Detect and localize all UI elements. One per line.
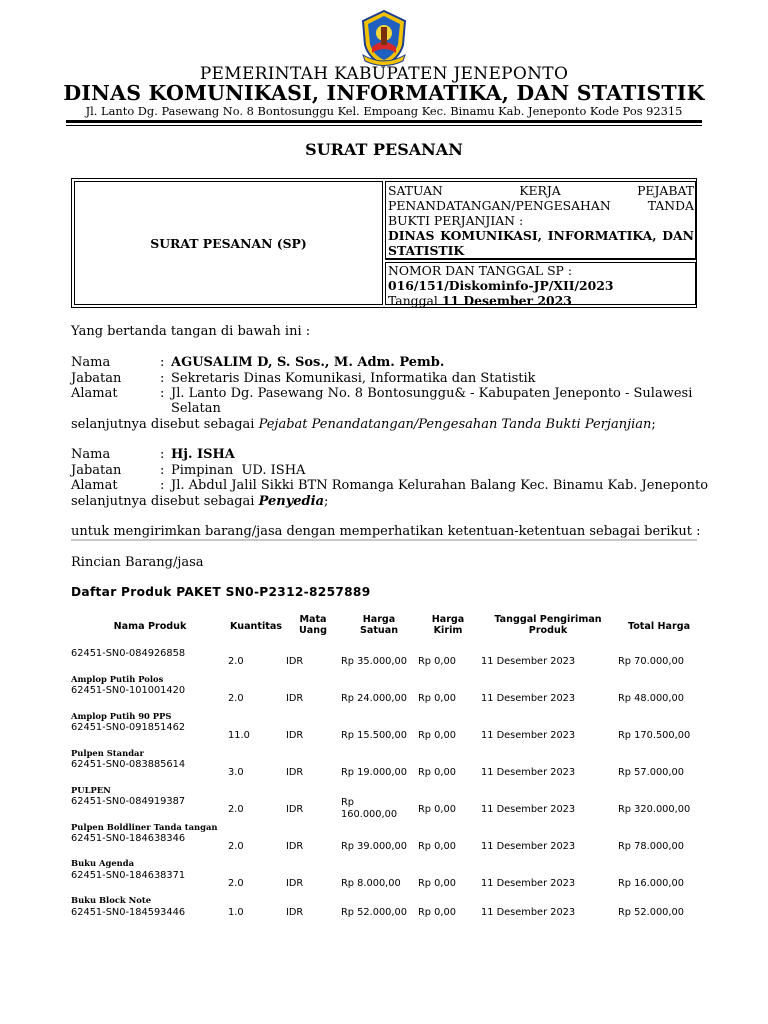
row-currency: IDR (286, 907, 304, 918)
col-header-shipping-line1: Harga (431, 614, 465, 625)
row-total-price: Rp 170.500,00 (618, 730, 691, 741)
row-product-name: Pulpen Boldliner Tanda tangan (71, 822, 218, 832)
work-unit-value-line2: STATISTIK (388, 243, 465, 258)
details-label: Rincian Barang/jasa (71, 555, 204, 570)
order-date-line (388, 293, 694, 308)
row-unit-price-line1: Rp (341, 797, 355, 808)
party2-position-colon: : (160, 463, 165, 478)
col-header-unit-price-line1: Harga (362, 614, 396, 625)
row-unit-price: Rp 15.500,00 (341, 730, 407, 741)
document-title: SURAT PESANAN (305, 140, 463, 159)
row-delivery-date: 11 Desember 2023 (481, 730, 576, 741)
row-total-price: Rp 16.000,00 (618, 878, 684, 889)
party1-address-label: Alamat (71, 386, 118, 401)
row-delivery-date: 11 Desember 2023 (481, 878, 576, 889)
col-header-unit-price (346, 614, 412, 636)
row-shipping-price: Rp 0,00 (418, 907, 456, 918)
party2-name-label: Nama (71, 447, 111, 462)
row-unit-price: Rp 35.000,00 (341, 656, 407, 667)
row-delivery-date: 11 Desember 2023 (481, 804, 576, 815)
party2-name-colon: : (160, 447, 165, 462)
work-unit-label-line2: PENANDATANGAN/PENGESAHAN TANDA (388, 198, 694, 213)
party2-role-suffix: ; (324, 494, 329, 509)
order-type-cell (74, 181, 383, 305)
row-currency: IDR (286, 841, 304, 852)
row-currency: IDR (286, 730, 304, 741)
row-product-code: 62451-SN0-184593446 (71, 907, 186, 918)
row-quantity: 11.0 (228, 730, 250, 741)
col-header-product: Nama Produk (113, 621, 187, 632)
party1-position: Sekretaris Dinas Komunikasi, Informatika dan Statistik (171, 371, 536, 386)
party1-role-suffix: ; (651, 417, 656, 432)
row-currency: IDR (286, 656, 304, 667)
letterhead-rule-thick (66, 120, 702, 123)
party1-role: Pejabat Penandatangan/Pengesahan Tanda Bukti Perjanjian (258, 417, 652, 432)
col-header-unit-price-line2: Satuan (359, 625, 399, 636)
row-currency: IDR (286, 878, 304, 889)
row-product-code: 62451-SN0-184638346 (71, 833, 186, 844)
row-total-price: Rp 52.000,00 (618, 907, 684, 918)
row-quantity: 2.0 (228, 841, 244, 852)
number-date-label: NOMOR DAN TANGGAL SP : (388, 263, 573, 278)
row-product-code: 62451-SN0-091851462 (71, 722, 186, 733)
party2-role-prefix: selanjutnya disebut sebagai (71, 494, 255, 509)
department-name: DINAS KOMUNIKASI, INFORMATIKA, DAN STATISTIK (63, 81, 705, 105)
row-delivery-date: 11 Desember 2023 (481, 841, 576, 852)
party2-position: Pimpinan UD. ISHA (171, 463, 306, 478)
row-product-code: 62451-SN0-083885614 (71, 759, 186, 770)
row-shipping-price: Rp 0,00 (418, 767, 456, 778)
row-quantity: 2.0 (228, 656, 244, 667)
row-product-name: Buku Block Note (71, 895, 152, 905)
party1-name-colon: : (160, 355, 165, 370)
purpose-text: untuk mengirimkan barang/jasa dengan memperhatikan ketentuan-ketentuan sebagai berikut : (71, 524, 701, 539)
row-quantity: 1.0 (228, 907, 244, 918)
party1-address-colon: : (160, 386, 165, 401)
party2-role-line (71, 494, 328, 509)
row-total-price: Rp 48.000,00 (618, 693, 684, 704)
work-unit-value-line1: DINAS KOMUNIKASI, INFORMATIKA, DAN (388, 228, 694, 243)
col-header-delivery-line1: Tanggal Pengiriman (494, 614, 602, 625)
party2-address-line1: Jl. Abdul Jalil Sikki BTN Romanga Kelurahan Balang Kec. Binamu Kab. Jeneponto (171, 478, 709, 493)
regency-crest-icon (359, 9, 409, 67)
row-delivery-date: 11 Desember 2023 (481, 907, 576, 918)
row-product-code: 62451-SN0-101001420 (71, 685, 186, 696)
party2-address-colon: : (160, 478, 165, 493)
row-unit-price: Rp 39.000,00 (341, 841, 407, 852)
letterhead-rule-thin (66, 125, 702, 126)
number-date-cell (385, 262, 696, 308)
row-unit-price-line2: 160.000,00 (341, 809, 398, 820)
row-product-name: Amplop Putih Polos (71, 674, 164, 684)
row-total-price: Rp 70.000,00 (618, 656, 684, 667)
row-shipping-price: Rp 0,00 (418, 656, 456, 667)
package-title: Daftar Produk PAKET SN0-P2312-8257889 (71, 585, 371, 599)
row-currency: IDR (286, 767, 304, 778)
work-unit-cell (385, 181, 696, 260)
party2-name: Hj. ISHA (171, 447, 235, 462)
order-number: 016/151/Diskominfo-JP/XII/2023 (388, 278, 614, 293)
order-date-label: Tanggal (388, 293, 438, 308)
row-product-name: Amplop Putih 90 PPS (71, 711, 172, 721)
work-unit-label-line1: SATUAN KERJA PEJABAT (388, 183, 694, 198)
row-currency: IDR (286, 804, 304, 815)
party1-role-line (71, 417, 656, 432)
row-shipping-price: Rp 0,00 (418, 878, 456, 889)
order-header-box (71, 178, 697, 308)
intro-text: Yang bertanda tangan di bawah ini : (71, 324, 311, 339)
row-quantity: 2.0 (228, 878, 244, 889)
row-shipping-price: Rp 0,00 (418, 841, 456, 852)
row-product-name: PULPEN (71, 785, 111, 795)
row-shipping-price: Rp 0,00 (418, 693, 456, 704)
party1-role-prefix: selanjutnya disebut sebagai (71, 417, 255, 432)
row-product-name: Pulpen Standar (71, 748, 144, 758)
party2-position-label: Jabatan (71, 463, 122, 478)
work-unit-label-line3: BUKTI PERJANJIAN : (388, 213, 524, 228)
row-product-code: 62451-SN0-084919387 (71, 796, 186, 807)
col-header-quantity: Kuantitas (229, 621, 283, 632)
party1-address-line1: Jl. Lanto Dg. Pasewang No. 8 Bontosunggu& - Kabupaten Jeneponto - Sulawesi (171, 386, 693, 401)
row-quantity: 2.0 (228, 804, 244, 815)
row-delivery-date: 11 Desember 2023 (481, 767, 576, 778)
department-address: Jl. Lanto Dg. Pasewang No. 8 Bontosunggu Kel. Empoang Kec. Binamu Kab. Jeneponto Kode Pos 92315 (85, 104, 683, 118)
order-date: 11 Desember 2023 (441, 293, 572, 308)
row-shipping-price: Rp 0,00 (418, 730, 456, 741)
party1-position-label: Jabatan (71, 371, 122, 386)
row-total-price: Rp 320.000,00 (618, 804, 691, 815)
col-header-total: Total Harga (627, 621, 691, 632)
col-header-currency-line1: Mata (299, 614, 327, 625)
party1-position-colon: : (160, 371, 165, 386)
row-quantity: 3.0 (228, 767, 244, 778)
row-quantity: 2.0 (228, 693, 244, 704)
row-delivery-date: 11 Desember 2023 (481, 693, 576, 704)
row-currency: IDR (286, 693, 304, 704)
row-total-price: Rp 78.000,00 (618, 841, 684, 852)
row-delivery-date: 11 Desember 2023 (481, 656, 576, 667)
row-product-code: 62451-SN0-084926858 (71, 648, 186, 659)
order-type-label: SURAT PESANAN (SP) (150, 235, 307, 251)
party2-address-label: Alamat (71, 478, 118, 493)
party1-address-line2: Selatan (171, 401, 221, 416)
row-total-price: Rp 57.000,00 (618, 767, 684, 778)
col-header-shipping-line2: Kirim (433, 625, 463, 636)
row-product-name: Buku Agenda (71, 858, 135, 868)
col-header-shipping (420, 614, 476, 636)
col-header-currency (290, 614, 336, 636)
party1-name-label: Nama (71, 355, 111, 370)
party2-role: Penyedia (258, 494, 325, 509)
row-unit-price: Rp 52.000,00 (341, 907, 407, 918)
party1-name: AGUSALIM D, S. Sos., M. Adm. Pemb. (171, 355, 445, 370)
col-header-delivery-date (480, 614, 616, 636)
government-name: PEMERINTAH KABUPATEN JENEPONTO (199, 64, 569, 84)
row-product-code: 62451-SN0-184638371 (71, 870, 186, 881)
row-unit-price: Rp 24.000,00 (341, 693, 407, 704)
col-header-delivery-line2: Produk (528, 625, 568, 636)
col-header-currency-line2: Uang (299, 625, 327, 636)
purpose-underline (71, 539, 697, 541)
row-unit-price: Rp 8.000,00 (341, 878, 401, 889)
row-unit-price: Rp 19.000,00 (341, 767, 407, 778)
row-shipping-price: Rp 0,00 (418, 804, 456, 815)
